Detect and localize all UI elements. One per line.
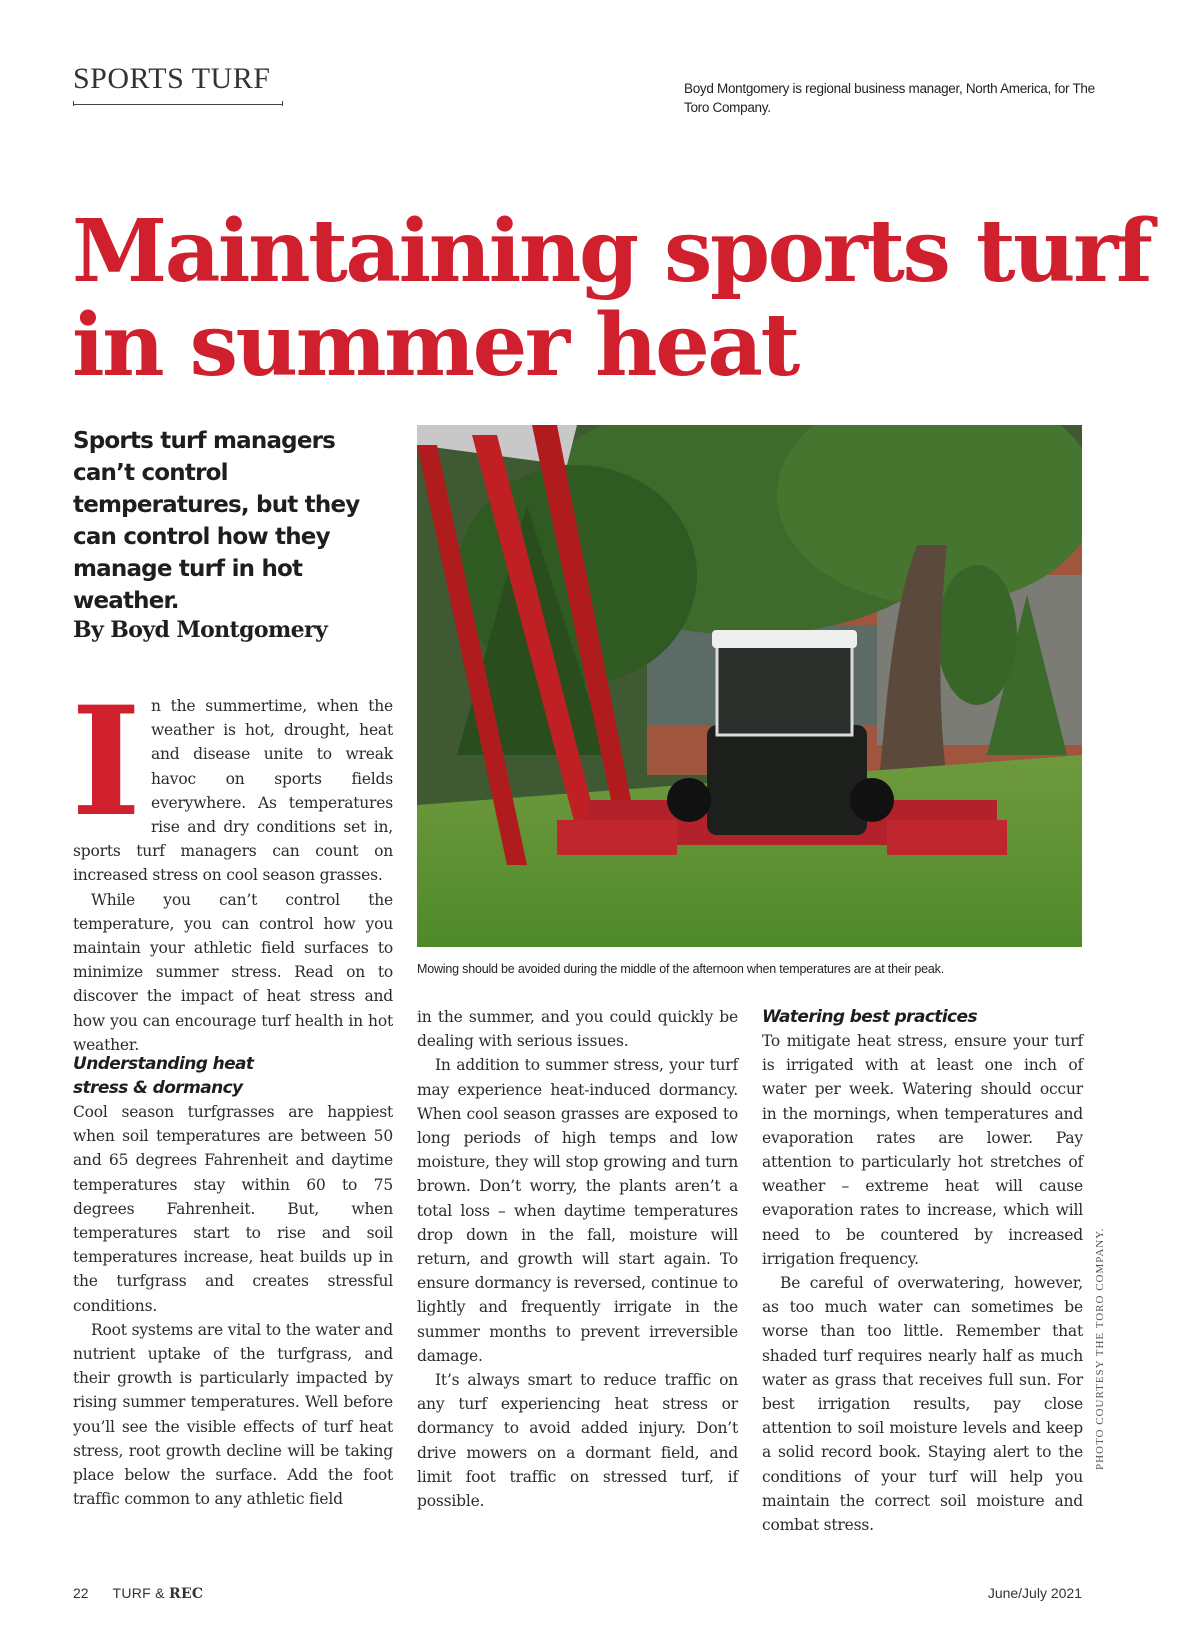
section-divider [73,104,283,105]
section-heading-watering: Watering best practices [762,1007,977,1027]
drop-cap: I [71,674,141,850]
dek: Sports turf managers can’t control temperatures, but they can control how they manage turf in hot weather. [73,428,360,614]
mower-photo [417,425,1082,947]
body-paragraph: Root systems are vital to the water and nutrient uptake of the turfgrass, and their growth is particularly impacted by rising summer temperatures. Well before you’ll see the visible effects of turf heat stress, root growth decline will be taking place below the surface. Add the foot traffic common to any athletic field [73,1320,393,1509]
issue-date: June/July 2021 [987,1585,1082,1601]
intro-paragraph-2: While you can’t control the temperature, you can control how you maintain your athletic field surfaces to minimize summer stress. Read on to discover the impact of heat stress and how you can encourage turf health in hot weather. [73,890,393,1054]
intro-text [71,674,393,1057]
publication-suffix: REC [169,1586,204,1602]
photo-credit: PHOTO COURTESY THE TORO COMPANY. [1094,1227,1106,1470]
body-paragraph: in the summer, and you could quickly be dealing with serious issues. [417,1008,738,1051]
author-note: Boyd Montgomery is regional business manager, North America, for The Toro Company. [684,81,1095,115]
section-heading-line-1: Understanding heat [73,1054,254,1074]
body-paragraph: To mitigate heat stress, ensure your turf is irrigated with at least one inch of water per week. Watering should occur in the mornings, when temperatures and evaporation rates are lower. Pay attention to particularly hot stretches of weather – extreme heat will cause evaporation rates to increase, which will need to be countered by increased irrigation frequency. [762,1032,1083,1268]
body-paragraph: Be careful of overwatering, however, as too much water can sometimes be worse than too little. Remember that shaded turf requires nearly half as much water as grass that receives full sun. For best irrigation results, pay close attention to soil moisture levels and keep a solid record book. Staying alert to the conditions of your turf will help you maintain the correct soil moisture and combat stress. [762,1274,1083,1535]
section-label: SPORTS TURF [73,62,271,95]
body-paragraph: In addition to summer stress, your turf may experience heat-induced dormancy. When cool season grasses are exposed to long periods of high temps and low moisture, they will stop growing and turn brown. Don’t worry, the plants aren’t a total loss – when daytime temperatures drop down in the fall, moisture will return, and growth will start again. To ensure dormancy is reversed, continue to lightly and frequently irrigate in the summer months to prevent irreversible damage. [417,1056,738,1365]
publication-prefix: TURF & [112,1585,170,1601]
byline: By Boyd Montgomery [73,617,328,643]
intro-paragraph-1: n the summertime, when the weather is hot, drought, heat and disease unite to wreak havoc on sports fields everywhere. As temperatures rise and dry conditions set in, sports turf managers can count on increased stress on cool season grasses. [73,697,393,885]
mower-photo-illustration [417,425,1082,947]
body-paragraph: It’s always smart to reduce traffic on any turf experiencing heat stress or dormancy to avoid added injury. Don’t drive mowers on a dormant field, and limit foot traffic on stressed turf, if possible. [417,1371,738,1511]
column-3 [762,1005,1083,1537]
publication-name [112,1585,203,1601]
column-2 [417,1005,738,1513]
section-heading-understanding [73,1052,393,1100]
section-understanding [73,1052,393,1511]
page-number: 22 [73,1585,89,1601]
photo-caption: Mowing should be avoided during the middle of the afternoon when temperatures are at their peak. [417,962,944,976]
body-paragraph: Cool season turfgrasses are happiest when soil temperatures are between 50 and 65 degrees Fahrenheit and daytime temperatures stay within 60 to 75 degrees Fahrenheit. But, when temperatures start to rise and soil temperatures increase, heat builds up in the turfgrass and creates stressful conditions. [73,1103,393,1315]
section-heading-line-2: stress & dormancy [73,1078,243,1098]
footer-left [73,1585,203,1602]
headline: Maintaining sports turf in summer heat [72,201,1151,396]
